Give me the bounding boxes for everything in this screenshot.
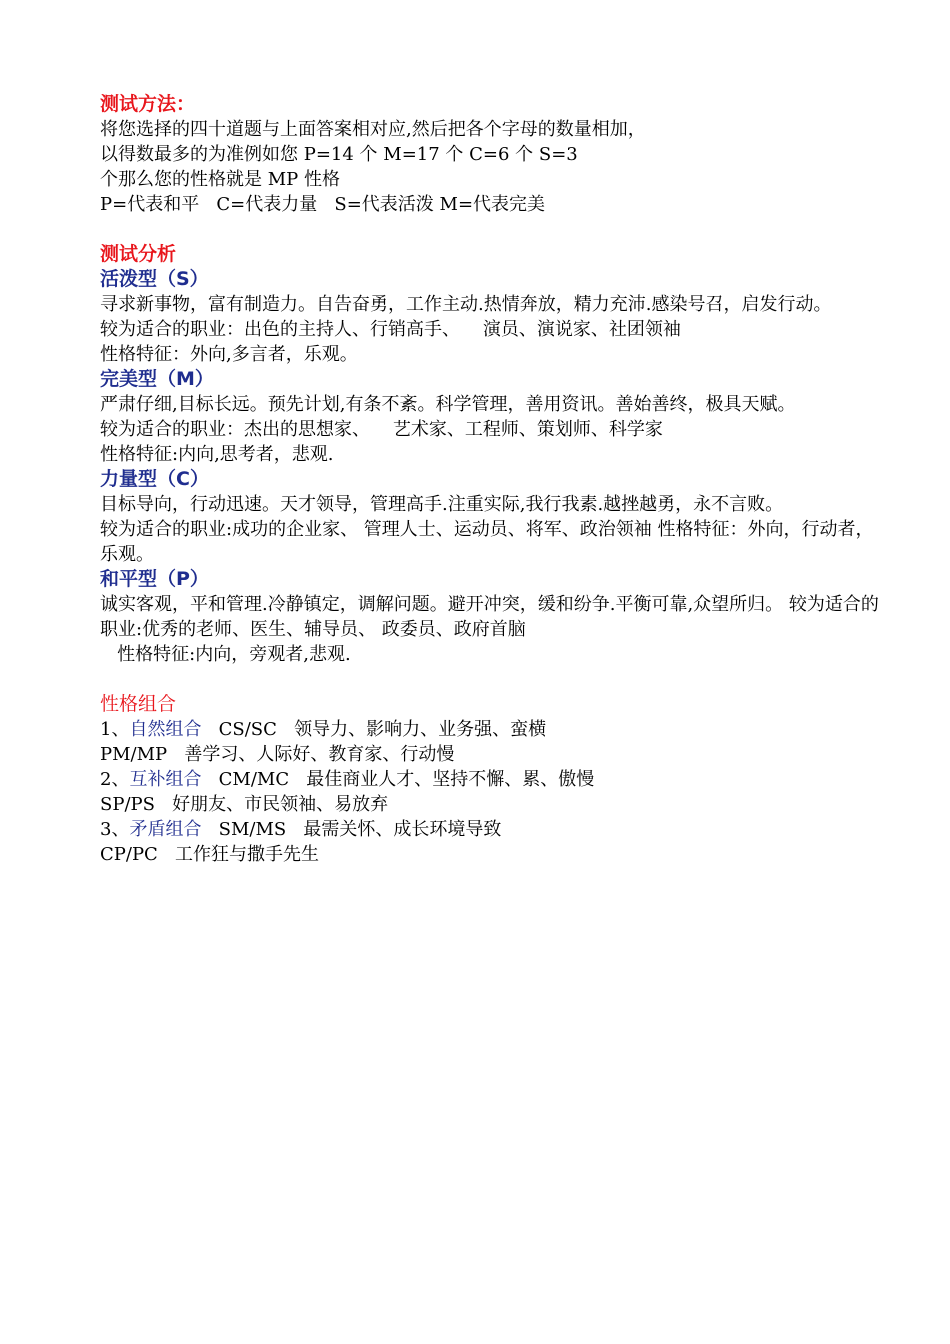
method-line-2: 以得数最多的为准例如您 P=14 个 M=17 个 C=6 个 S=3 [100,144,578,165]
analysis-heading: 测试分析 [100,243,177,265]
type-p-traits: 性格特征:内向，旁观者,悲观. [100,644,351,665]
spacer [100,217,880,242]
method-line-4: P=代表和平 C=代表力量 S=代表活泼 M=代表完美 [100,194,546,215]
type-s-description: 寻求新事物，富有制造力。自告奋勇，工作主动.热情奔放，精力充沛.感染号召，启发行动。 [100,294,832,315]
combination-code: CM/MC [218,769,290,790]
combination-1-line-1 [100,717,880,742]
combination-desc: 最需关怀、成长环境导致 [303,819,502,840]
combination-name: 自然组合 [129,719,202,740]
type-p-title: 和平型（P） [100,568,209,590]
combination-1-line-2 [100,742,880,767]
type-s-careers: 较为适合的职业：出色的主持人、行销高手、 演员、演说家、社团领袖 [100,319,681,340]
spacer [100,667,880,692]
combination-name: 互补组合 [129,769,202,790]
type-s-traits: 性格特征：外向,多言者，乐观。 [100,344,358,365]
combination-desc: 好朋友、市民领袖、易放弃 [172,794,389,815]
combination-3-line-2 [100,842,880,867]
document-page [100,92,880,867]
combination-code: SM/MS [218,819,287,840]
type-s-title: 活泼型（S） [100,268,209,290]
combination-desc: 工作狂与撒手先生 [175,844,320,865]
type-c-title: 力量型（C） [100,468,209,490]
combination-desc: 善学习、人际好、教育家、行动慢 [184,744,455,765]
combination-2-line-2 [100,792,880,817]
combination-code: CS/SC [218,719,277,740]
combination-number: 3、 [100,819,130,840]
combination-code: CP/PC [100,844,158,865]
combination-code: PM/MP [100,744,168,765]
combinations-heading: 性格组合 [100,693,177,715]
method-heading: 测试方法： [100,93,196,115]
type-c-description: 目标导向，行动迅速。天才领导，管理高手.注重实际,我行我素.越挫越勇，永不言败。 [100,494,784,515]
type-c-careers-traits: 较为适合的职业:成功的企业家、 管理人士、运动员、将军、政治领袖 性格特征：外向，行动者，乐观。 [100,519,874,565]
combination-number: 1、 [100,719,130,740]
type-p-description-careers: 诚实客观，平和管理.冷静镇定，调解问题。避开冲突，缓和纷争.平衡可靠,众望所归。 较为适合的职业:优秀的老师、医生、辅导员、 政委员、政府首脑 [100,594,879,640]
combination-3-line-1 [100,817,880,842]
combination-number: 2、 [100,769,130,790]
type-m-traits: 性格特征:内向,思考者，悲观. [100,444,334,465]
combination-code: SP/PS [100,794,155,815]
method-line-1: 将您选择的四十道题与上面答案相对应,然后把各个字母的数量相加， [100,119,646,140]
combination-desc: 领导力、影响力、业务强、蛮横 [294,719,547,740]
type-m-title: 完美型（M） [100,368,214,390]
combination-name: 矛盾组合 [129,819,202,840]
method-line-3: 个那么您的性格就是 MP 性格 [100,169,340,190]
type-m-careers: 较为适合的职业：杰出的思想家、 艺术家、工程师、策划师、科学家 [100,419,663,440]
type-m-description: 严肃仔细,目标长远。预先计划,有条不紊。科学管理，善用资讯。善始善终，极具天赋。 [100,394,796,415]
combination-desc: 最佳商业人才、坚持不懈、累、傲慢 [306,769,595,790]
combination-2-line-1 [100,767,880,792]
